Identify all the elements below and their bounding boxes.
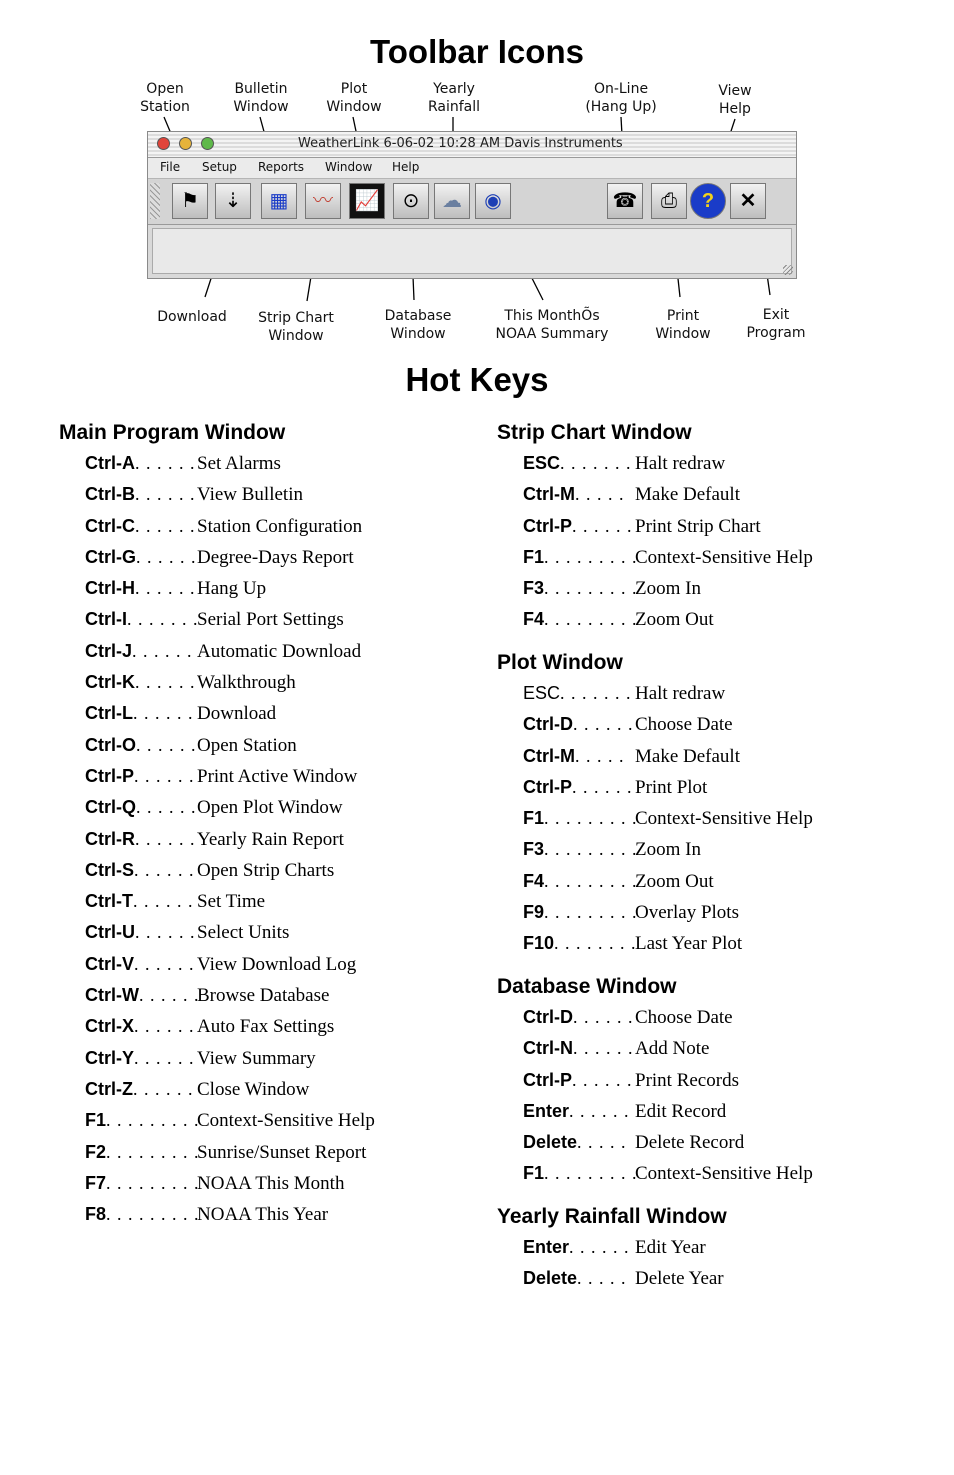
hotkey-row <box>497 678 917 709</box>
callout-bulletin-window: Bulletin Window <box>233 81 289 115</box>
hotkey-leader-dots: . . . . . . . . . <box>106 1172 200 1193</box>
hotkey-description: Last Year Plot <box>635 933 743 955</box>
noaa-icon[interactable]: ◉ <box>475 183 511 219</box>
menu-setup[interactable]: Setup <box>202 160 237 174</box>
hotkey-leader-dots: . . . . . . <box>573 714 634 735</box>
hotkey-row <box>497 1158 917 1189</box>
hotkey-key: Ctrl-H <box>85 578 135 599</box>
hotkey-leader-dots: . . . . . . <box>135 453 196 473</box>
hotkey-description: Zoom Out <box>635 870 714 892</box>
window-body <box>152 228 792 274</box>
hotkey-leader-dots: . . . . . . . . . <box>106 1204 200 1225</box>
hotkey-leader-dots: . . . . . . <box>572 515 633 536</box>
section-title: Yearly Rainfall Window <box>497 1205 727 1228</box>
toolbar <box>148 179 796 225</box>
hotkey-leader-dots: . . . . . . <box>569 1237 630 1257</box>
hotkey-description: Zoom Out <box>635 609 714 631</box>
hotkey-description: Choose Date <box>635 714 733 736</box>
plot-icon[interactable]: 📈 <box>349 183 385 219</box>
callout-plot-window: Plot Window <box>326 81 382 115</box>
hotkey-description: Station Configuration <box>197 515 363 537</box>
hotkey-row <box>497 1127 917 1158</box>
hotkey-key: Enter <box>523 1100 570 1121</box>
hotkey-row <box>59 761 459 792</box>
menu-window[interactable]: Window <box>325 160 373 174</box>
hotkey-row <box>59 698 459 729</box>
hotkey-leader-dots: . . . . . . <box>573 1038 634 1059</box>
hotkey-key: F3 <box>523 578 545 599</box>
hotkey-description: Make Default <box>635 484 740 506</box>
hotkey-description: Add Note <box>635 1038 710 1060</box>
callout-strip-chart-window: Strip Chart Window <box>258 310 334 344</box>
section-yearly-rainfall-window <box>497 1201 917 1295</box>
hotkey-row <box>59 1074 459 1105</box>
section-title: Database Window <box>497 975 677 998</box>
hotkey-leader-dots: . . . . . . <box>132 640 193 661</box>
hotkey-key: Ctrl-Y <box>85 1047 134 1068</box>
window-title-bar <box>148 132 796 158</box>
hotkey-description: Open Plot Window <box>197 797 343 819</box>
hotkey-row <box>59 730 459 761</box>
hotkey-key: Ctrl-R <box>85 828 135 849</box>
hotkey-description: Delete Year <box>635 1268 724 1290</box>
hotkey-leader-dots: . . . . . . <box>135 922 196 943</box>
hotkey-leader-dots: . . . . . . <box>572 1069 633 1090</box>
hotkey-key: Ctrl-G <box>85 546 136 567</box>
strip-chart-icon[interactable]: 〰 <box>305 183 341 219</box>
hotkey-row <box>497 866 917 897</box>
hotkey-key: Ctrl-Z <box>85 1078 133 1099</box>
hotkey-description: NOAA This Year <box>197 1204 329 1226</box>
hotkey-row <box>497 928 917 959</box>
hotkey-leader-dots: . . . . . . <box>134 765 195 786</box>
hotkey-description: Delete Record <box>635 1132 745 1154</box>
hotkey-description: View Download Log <box>197 953 357 975</box>
section-title: Strip Chart Window <box>497 421 692 444</box>
menu-file[interactable]: File <box>160 160 181 174</box>
hotkey-row <box>59 917 459 948</box>
hotkey-description: Automatic Download <box>197 640 362 662</box>
callout-view-help: View Help <box>718 83 752 117</box>
hotkey-leader-dots: . . . . . . <box>135 578 196 599</box>
callout-download: Download <box>157 309 227 325</box>
hotkey-description: Sunrise/Sunset Report <box>197 1141 367 1163</box>
hotkey-description: Set Alarms <box>197 453 281 474</box>
hotkey-leader-dots: . . . . . . <box>135 515 196 536</box>
hotkey-leader-dots: . . . . . <box>577 1268 627 1289</box>
hotkey-description: Zoom In <box>635 839 701 861</box>
hotkey-leader-dots: . . . . . . <box>133 703 194 724</box>
hotkey-description: Degree-Days Report <box>197 546 354 568</box>
hotkey-leader-dots: . . . . . . . <box>127 609 199 630</box>
hotkey-description: Make Default <box>635 745 740 767</box>
hotkey-description: Context-Sensitive Help <box>635 1163 813 1185</box>
hotkey-key: Ctrl-K <box>85 672 135 693</box>
hotkey-leader-dots: . . . . . <box>575 745 625 766</box>
print-icon[interactable]: ⎙ <box>651 183 687 219</box>
hotkey-leader-dots: . . . . . . . . . <box>544 578 638 599</box>
hotkey-description: Edit Year <box>635 1237 706 1258</box>
hotkey-key: Ctrl-J <box>85 640 133 661</box>
hotkey-leader-dots: . . . . . . . . . <box>544 609 638 630</box>
hotkey-description: Print Plot <box>635 776 708 798</box>
hotkey-row <box>59 886 459 917</box>
hotkey-row <box>497 834 917 865</box>
hotkey-leader-dots: . . . . . <box>575 484 625 505</box>
hotkey-description: Choose Date <box>635 1007 733 1028</box>
hotkey-row <box>497 803 917 834</box>
hotkey-row <box>59 949 459 980</box>
hotkey-leader-dots: . . . . . . <box>136 546 197 567</box>
callout-yearly-rainfall: Yearly Rainfall <box>427 81 481 115</box>
hotkey-leader-dots: . . . . . . . . . <box>544 546 638 567</box>
hotkey-description: Serial Port Settings <box>197 609 344 631</box>
hotkey-row <box>497 604 917 635</box>
hotkey-leader-dots: . . . . . . <box>134 1047 195 1068</box>
hotkey-key: Ctrl-S <box>85 859 134 880</box>
hotkey-description: Print Strip Chart <box>635 515 761 537</box>
hotkey-row <box>59 448 459 479</box>
hotkey-description: View Summary <box>197 1047 316 1069</box>
hotkey-row <box>497 1065 917 1096</box>
hotkey-row <box>497 897 917 928</box>
toolbar-icons-title: Toolbar Icons <box>370 33 584 70</box>
hotkey-leader-dots: . . . . . . <box>136 734 197 755</box>
hotkey-description: Print Records <box>635 1069 739 1091</box>
hotkey-description: Walkthrough <box>197 672 296 694</box>
hotkey-description: NOAA This Month <box>197 1172 345 1194</box>
hotkey-description: Edit Record <box>635 1100 727 1122</box>
callout-open-station: Open Station <box>140 81 190 115</box>
download-icon[interactable]: ⇣ <box>215 183 251 219</box>
hotkey-description: Context-Sensitive Help <box>635 808 813 830</box>
hotkey-leader-dots: . . . . . . <box>569 1100 630 1121</box>
window-title: WeatherLink 6-06-02 10:28 AM Davis Instruments <box>298 136 623 151</box>
hotkey-row <box>497 741 917 772</box>
hotkey-description: Browse Database <box>197 985 330 1007</box>
hotkey-description: Auto Fax Settings <box>197 1016 335 1038</box>
hotkey-leader-dots: . . . . . . . . . <box>544 1163 638 1184</box>
hotkey-description: Set Time <box>197 891 266 913</box>
help-icon[interactable]: ? <box>690 183 726 219</box>
hotkey-key: Ctrl-M <box>523 745 575 766</box>
hotkey-description: Open Station <box>197 734 297 756</box>
hotkey-key: Ctrl-T <box>85 891 133 912</box>
section-title: Plot Window <box>497 651 623 674</box>
hotkey-leader-dots: . . . . . . <box>572 776 633 797</box>
hotkey-row <box>59 855 459 886</box>
hotkey-key: Delete <box>523 1132 578 1153</box>
hotkey-key: F1 <box>85 1110 107 1131</box>
hotkey-key: F4 <box>523 609 545 630</box>
hotkey-row <box>59 1105 459 1136</box>
hotkey-key: F1 <box>523 546 545 567</box>
yearly-rainfall-icon[interactable]: ☁ <box>434 183 470 219</box>
exit-icon[interactable]: ✕ <box>730 183 766 219</box>
hotkey-key: F10 <box>523 933 555 954</box>
hotkey-description: Select Units <box>197 922 290 944</box>
hotkey-description: Yearly Rain Report <box>197 828 344 850</box>
hotkey-leader-dots: . . . . . . <box>573 1007 634 1027</box>
hotkey-row <box>59 573 459 604</box>
bulletin-icon[interactable]: ▦ <box>261 183 297 219</box>
hotkey-leader-dots: . . . . . <box>577 1132 627 1153</box>
section-title: Main Program Window <box>59 421 286 444</box>
hotkey-key: F7 <box>85 1172 107 1193</box>
hotkey-row <box>497 1263 917 1294</box>
on-line-icon[interactable]: ☎ <box>607 183 643 219</box>
hotkey-key: ESC <box>523 453 561 473</box>
hotkey-row <box>59 792 459 823</box>
minimize-light-icon[interactable] <box>179 137 192 150</box>
hotkey-description: Halt redraw <box>635 683 726 704</box>
hotkey-key: Ctrl-D <box>523 1007 573 1027</box>
hotkey-key: Ctrl-V <box>85 953 134 974</box>
hotkey-key: Enter <box>523 1237 570 1257</box>
callout-exit-program: Exit Program <box>746 307 806 341</box>
hotkey-description: Zoom In <box>635 578 701 600</box>
hotkey-row <box>59 542 459 573</box>
callout-noaa-summary: This MonthÕs NOAA Summary <box>495 308 609 342</box>
hotkey-leader-dots: . . . . . . . . . <box>106 1110 200 1131</box>
hotkey-description: View Bulletin <box>197 484 303 506</box>
hotkey-row <box>497 511 917 542</box>
hotkey-leader-dots: . . . . . . <box>134 1016 195 1037</box>
hotkey-description: Download <box>197 703 277 725</box>
hotkey-leader-dots: . . . . . . <box>135 484 196 505</box>
menu-help[interactable]: Help <box>392 160 420 174</box>
hotkey-description: Overlay Plots <box>635 902 739 924</box>
section-database-window <box>497 971 917 1190</box>
hotkey-leader-dots: . . . . . . <box>139 985 200 1006</box>
hotkey-row <box>59 980 459 1011</box>
hotkey-key: Ctrl-U <box>85 922 135 943</box>
hotkey-key: Ctrl-P <box>523 776 572 797</box>
hotkey-row <box>497 448 917 479</box>
hotkey-description: Hang Up <box>197 578 267 600</box>
callout-database-window: Database Window <box>384 308 452 342</box>
database-icon[interactable]: ⊙ <box>393 183 429 219</box>
hotkey-key: Ctrl-I <box>85 609 127 630</box>
hotkey-row <box>59 604 459 635</box>
hotkey-row <box>59 511 459 542</box>
hotkey-leader-dots: . . . . . . <box>133 891 194 912</box>
weatherlink-window <box>147 131 797 279</box>
hotkey-leader-dots: . . . . . . <box>135 672 196 693</box>
callout-print-window: Print Window <box>655 308 711 342</box>
hotkey-key: Ctrl-B <box>85 484 135 505</box>
hotkey-key: F4 <box>523 870 545 891</box>
hotkey-description: Context-Sensitive Help <box>635 546 813 568</box>
hotkey-key: Ctrl-X <box>85 1016 134 1037</box>
section-strip-chart-window <box>497 417 917 636</box>
hotkey-key: F1 <box>523 1163 545 1184</box>
hotkey-key: Delete <box>523 1268 578 1289</box>
hotkey-leader-dots: . . . . . . <box>133 1078 194 1099</box>
hotkey-row <box>59 667 459 698</box>
hotkey-row <box>497 1232 917 1263</box>
hotkey-description: Open Strip Charts <box>197 859 335 881</box>
hotkey-row <box>497 772 917 803</box>
resize-grip-icon[interactable] <box>783 265 793 275</box>
hotkey-key: F8 <box>85 1204 107 1225</box>
hotkey-row <box>59 1043 459 1074</box>
hotkey-row <box>497 709 917 740</box>
section-plot-window <box>497 647 917 960</box>
zoom-light-icon[interactable] <box>201 137 214 150</box>
hotkey-key: Ctrl-O <box>85 734 136 755</box>
hotkey-row <box>497 542 917 573</box>
toolbar-grip[interactable] <box>150 183 160 219</box>
hotkey-key: Ctrl-A <box>85 453 135 473</box>
hotkey-key: F9 <box>523 902 545 923</box>
hotkey-leader-dots: . . . . . . . <box>560 453 632 473</box>
menu-reports[interactable]: Reports <box>258 160 305 174</box>
hotkey-row <box>497 1033 917 1064</box>
hotkey-description: Print Active Window <box>197 765 358 787</box>
open-station-icon[interactable]: ⚑ <box>172 183 208 219</box>
hotkey-key: Ctrl-W <box>85 985 139 1006</box>
hotkey-key: Ctrl-P <box>523 515 572 536</box>
hotkey-leader-dots: . . . . . . . . . <box>544 839 638 860</box>
hotkey-row <box>497 1002 917 1033</box>
callout-on-line: On-Line (Hang Up) <box>585 81 657 115</box>
close-light-icon[interactable] <box>157 137 170 150</box>
menu-bar <box>148 158 796 179</box>
hotkey-key: F2 <box>85 1141 107 1162</box>
hotkey-key: ESC <box>523 683 561 703</box>
hotkey-leader-dots: . . . . . . . <box>560 683 632 703</box>
hotkey-description: Context-Sensitive Help <box>197 1110 375 1132</box>
hotkey-key: Ctrl-Q <box>85 797 136 818</box>
hotkey-leader-dots: . . . . . . <box>135 828 196 849</box>
hotkey-key: Ctrl-M <box>523 484 575 505</box>
hotkey-key: Ctrl-P <box>523 1069 572 1090</box>
hotkey-row <box>59 636 459 667</box>
hotkey-row <box>59 1168 459 1199</box>
hotkey-row <box>59 479 459 510</box>
hotkey-description: Halt redraw <box>635 453 726 474</box>
hotkey-key: F3 <box>523 839 545 860</box>
section-main-program-window <box>59 417 459 1230</box>
hot-keys-title: Hot Keys <box>405 361 549 398</box>
hotkey-row <box>497 1096 917 1127</box>
hotkey-leader-dots: . . . . . . . . . <box>544 808 638 829</box>
hotkey-leader-dots: . . . . . . . . . <box>106 1141 200 1162</box>
hotkey-row <box>497 479 917 510</box>
hotkey-leader-dots: . . . . . . . . <box>554 933 637 954</box>
hotkey-leader-dots: . . . . . . <box>134 859 195 880</box>
hotkey-row <box>59 1011 459 1042</box>
hotkey-leader-dots: . . . . . . <box>136 797 197 818</box>
hotkey-key: Ctrl-D <box>523 714 573 735</box>
hotkey-row <box>59 1137 459 1168</box>
hotkey-row <box>59 824 459 855</box>
hotkey-leader-dots: . . . . . . . . . <box>544 902 638 923</box>
hotkey-row <box>59 1199 459 1230</box>
hotkey-key: Ctrl-L <box>85 703 133 724</box>
hotkey-leader-dots: . . . . . . <box>134 953 195 974</box>
hotkey-leader-dots: . . . . . . . . . <box>544 870 638 891</box>
hotkey-key: F1 <box>523 808 545 829</box>
hotkey-key: Ctrl-N <box>523 1038 573 1059</box>
hotkey-key: Ctrl-P <box>85 765 134 786</box>
hotkey-key: Ctrl-C <box>85 515 135 536</box>
hotkey-description: Close Window <box>197 1078 310 1100</box>
hotkey-row <box>497 573 917 604</box>
